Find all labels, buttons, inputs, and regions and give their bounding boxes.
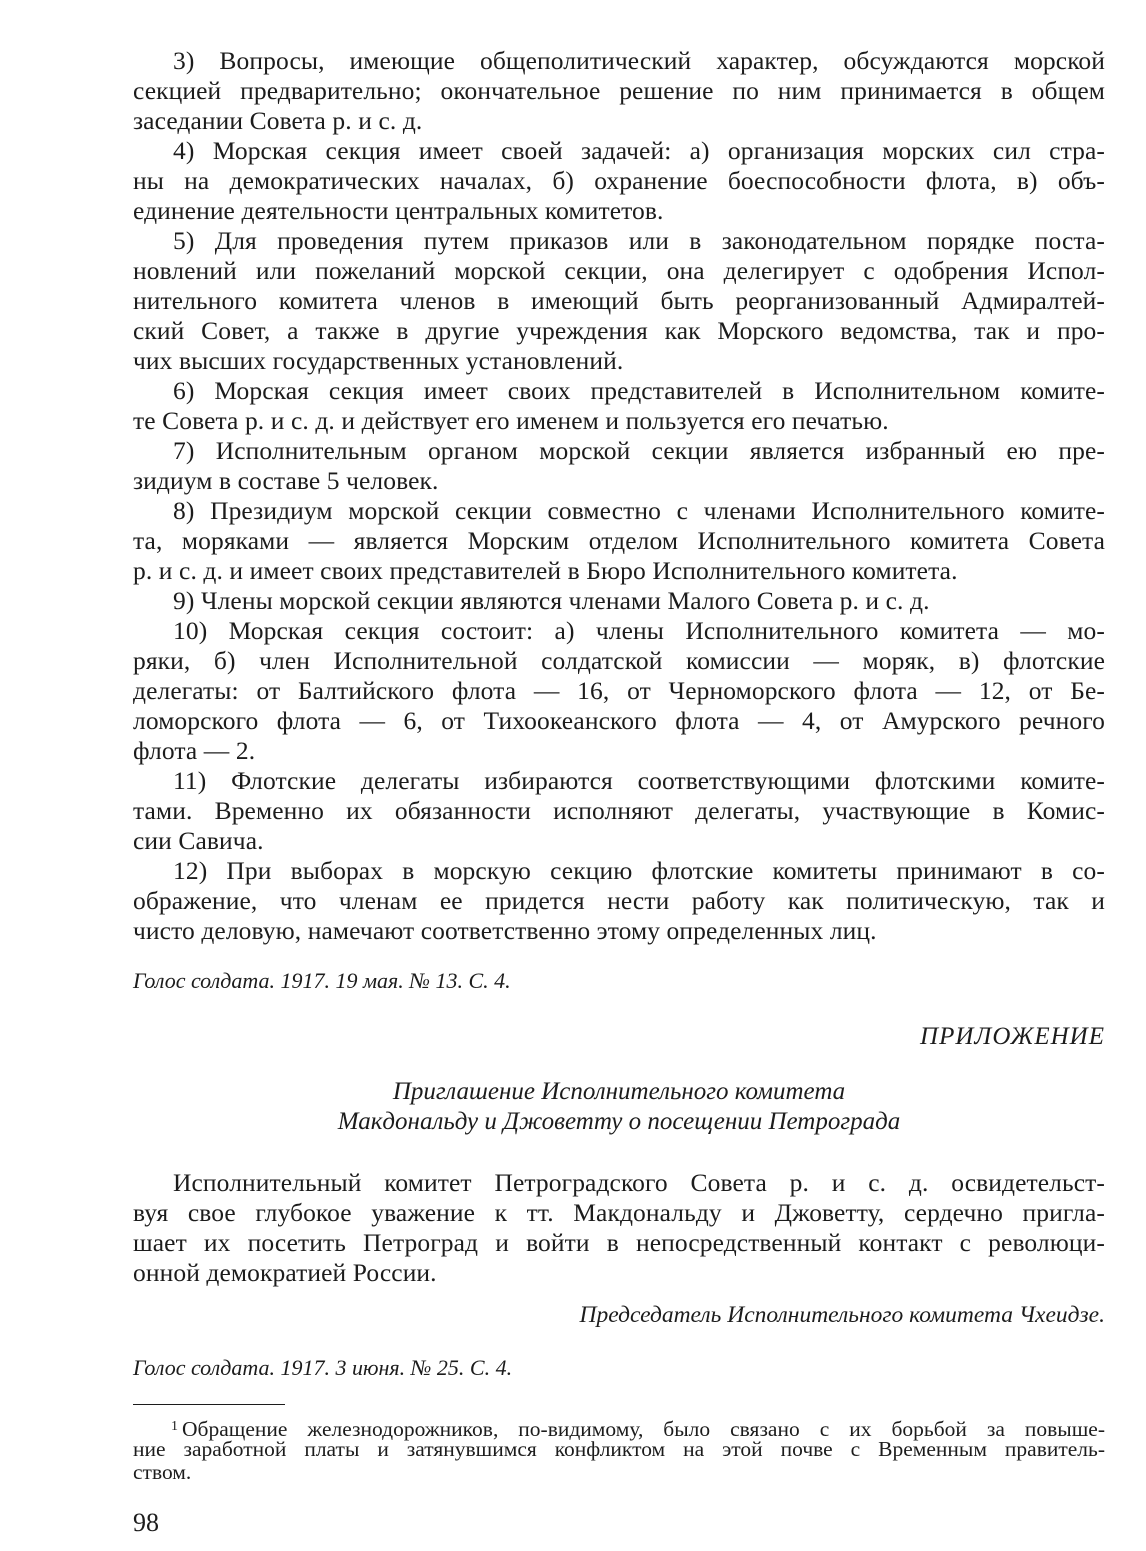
article-paragraph [133,616,1105,766]
footnote-marker: 1 [171,1419,178,1434]
article-line: 5) Для проведения путем приказов или в законодательном порядке поста- [173,226,1105,255]
article-paragraph [133,856,1105,946]
appendix-title [133,1077,1105,1137]
article-line: те Совета р. и с. д. и действует его именем и пользуется его печатью. [133,406,889,435]
document-page [133,46,1105,1538]
signature: Председатель Исполнительного комитета Чхеидзе. [579,1302,1105,1328]
appendix-body-line: шает их посетить Петроград и войти в непосредственный контакт с революци- [133,1228,1105,1257]
article-paragraph [133,496,1105,586]
footnote [133,1415,1105,1484]
article-line: ломорского флота — 6, от Тихоокеанского флота — 4, от Амурского речного [133,706,1105,735]
article-paragraph [133,226,1105,376]
article-line: флота — 2. [133,736,256,765]
source-citation: Голос солдата. 1917. 19 мая. № 13. С. 4. [133,968,511,993]
appendix-body-line: онной демократией России. [133,1258,437,1287]
article-line: 6) Морская секция имеет своих представителей в Исполнительном комите- [173,376,1105,405]
article-line: делегаты: от Балтийского флота — 16, от Черноморского флота — 12, от Бе- [133,676,1105,705]
article-line: сии Савича. [133,826,264,855]
article-paragraph [133,586,1105,616]
article-line: р. и с. д. и имеет своих представителей в Бюро Исполнительного комитета. [133,556,958,585]
footnote-line: $^1$ Обращение железнодорожников, по-видимому, было связано с их борьбой за повыше- [171,1417,1105,1441]
article-number: 3) [173,46,195,75]
appendix-title-line: Макдональду и Джоветту о посещении Петрограда [337,1108,901,1135]
appendix-source-citation: Голос солдата. 1917. 3 июня. № 25. С. 4. [133,1355,513,1380]
appendix-body-line: вуя свое глубокое уважение к тт. Макдональду и Джоветту, сердечно пригла- [133,1198,1105,1227]
article-number: 7) [173,436,195,465]
article-line: секцией предварительно; окончательное решение по ним принимается в общем [133,76,1105,105]
article-line: единение деятельности центральных комитетов. [133,196,664,225]
footnote-line: ством. [133,1460,192,1484]
article-paragraph [133,436,1105,496]
article-number: 8) [173,496,195,525]
article-number: 10) [173,616,208,645]
article-line: 3) Вопросы, имеющие общеполитический характер, обсуждаются морской [173,46,1105,75]
article-line: заседании Совета р. и с. д. [133,106,423,135]
article-line: нительного комитета членов в имеющий быть реорганизованный Адмиралтей- [133,286,1105,315]
article-line: 8) Президиум морской секции совместно с членами Исполнительного комите- [173,496,1105,525]
article-line: 10) Морская секция состоит: а) члены Исполнительного комитета — мо- [173,616,1105,645]
article-number: 5) [173,226,195,255]
article-line: тами. Временно их обязанности исполняют делегаты, участвующие в Комис- [133,796,1105,825]
page-number: 98 [133,1508,159,1537]
footnote-divider [133,1404,285,1405]
article-paragraph [133,46,1105,136]
article-paragraph [133,136,1105,226]
article-paragraph [133,376,1105,436]
article-line: ский Совет, а также в другие учреждения как Морского ведомства, так и про- [133,316,1105,345]
appendix-body [133,1168,1105,1288]
footnote-line: ние заработной платы и затянувшимся конфликтом на этой почве с Временным правитель- [133,1437,1105,1461]
article-line: 11) Флотские делегаты избираются соответствующими флотскими комите- [173,766,1105,795]
appendix-body-line: Исполнительный комитет Петроградского Совета р. и с. д. освидетельст- [173,1168,1105,1197]
article-line: новлений или пожеланий морской секции, она делегирует с одобрения Испол- [133,256,1105,285]
appendix-title-line: Приглашение Исполнительного комитета [392,1078,846,1105]
article-line: 7) Исполнительным органом морской секции является избранный ею пре- [173,436,1106,465]
article-line: чисто деловую, намечают соответственно этому определенных лиц. [133,916,877,945]
article-line: ны на демократических началах, б) охранение боеспособности флота, в) объ- [133,166,1105,195]
article-line: та, моряками — является Морским отделом Исполнительного комитета Совета [133,526,1105,555]
article-number: 4) [173,136,195,165]
article-line: 9) Члены морской секции являются членами Малого Совета р. и с. д. [173,586,930,615]
article-number: 9) [173,586,195,615]
article-line: ображение, что членам ее придется нести работу как политическую, так и [133,886,1105,915]
article-line: зидиум в составе 5 человек. [133,466,439,495]
article-number: 6) [173,376,195,405]
article-line: 12) При выборах в морскую секцию флотские комитеты принимают в со- [173,856,1105,885]
article-number: 12) [173,856,208,885]
article-line: чих высших государственных установлений. [133,346,624,375]
article-line: 4) Морская секция имеет своей задачей: а) организация морских сил стра- [173,136,1105,165]
article-line: ряки, б) член Исполнительной солдатской комиссии — моряк, в) флотские [133,646,1105,675]
article-paragraph [133,766,1105,856]
appendix-label: ПРИЛОЖЕНИЕ [920,1023,1105,1050]
articles-list [133,46,1105,946]
article-number: 11) [173,766,207,795]
